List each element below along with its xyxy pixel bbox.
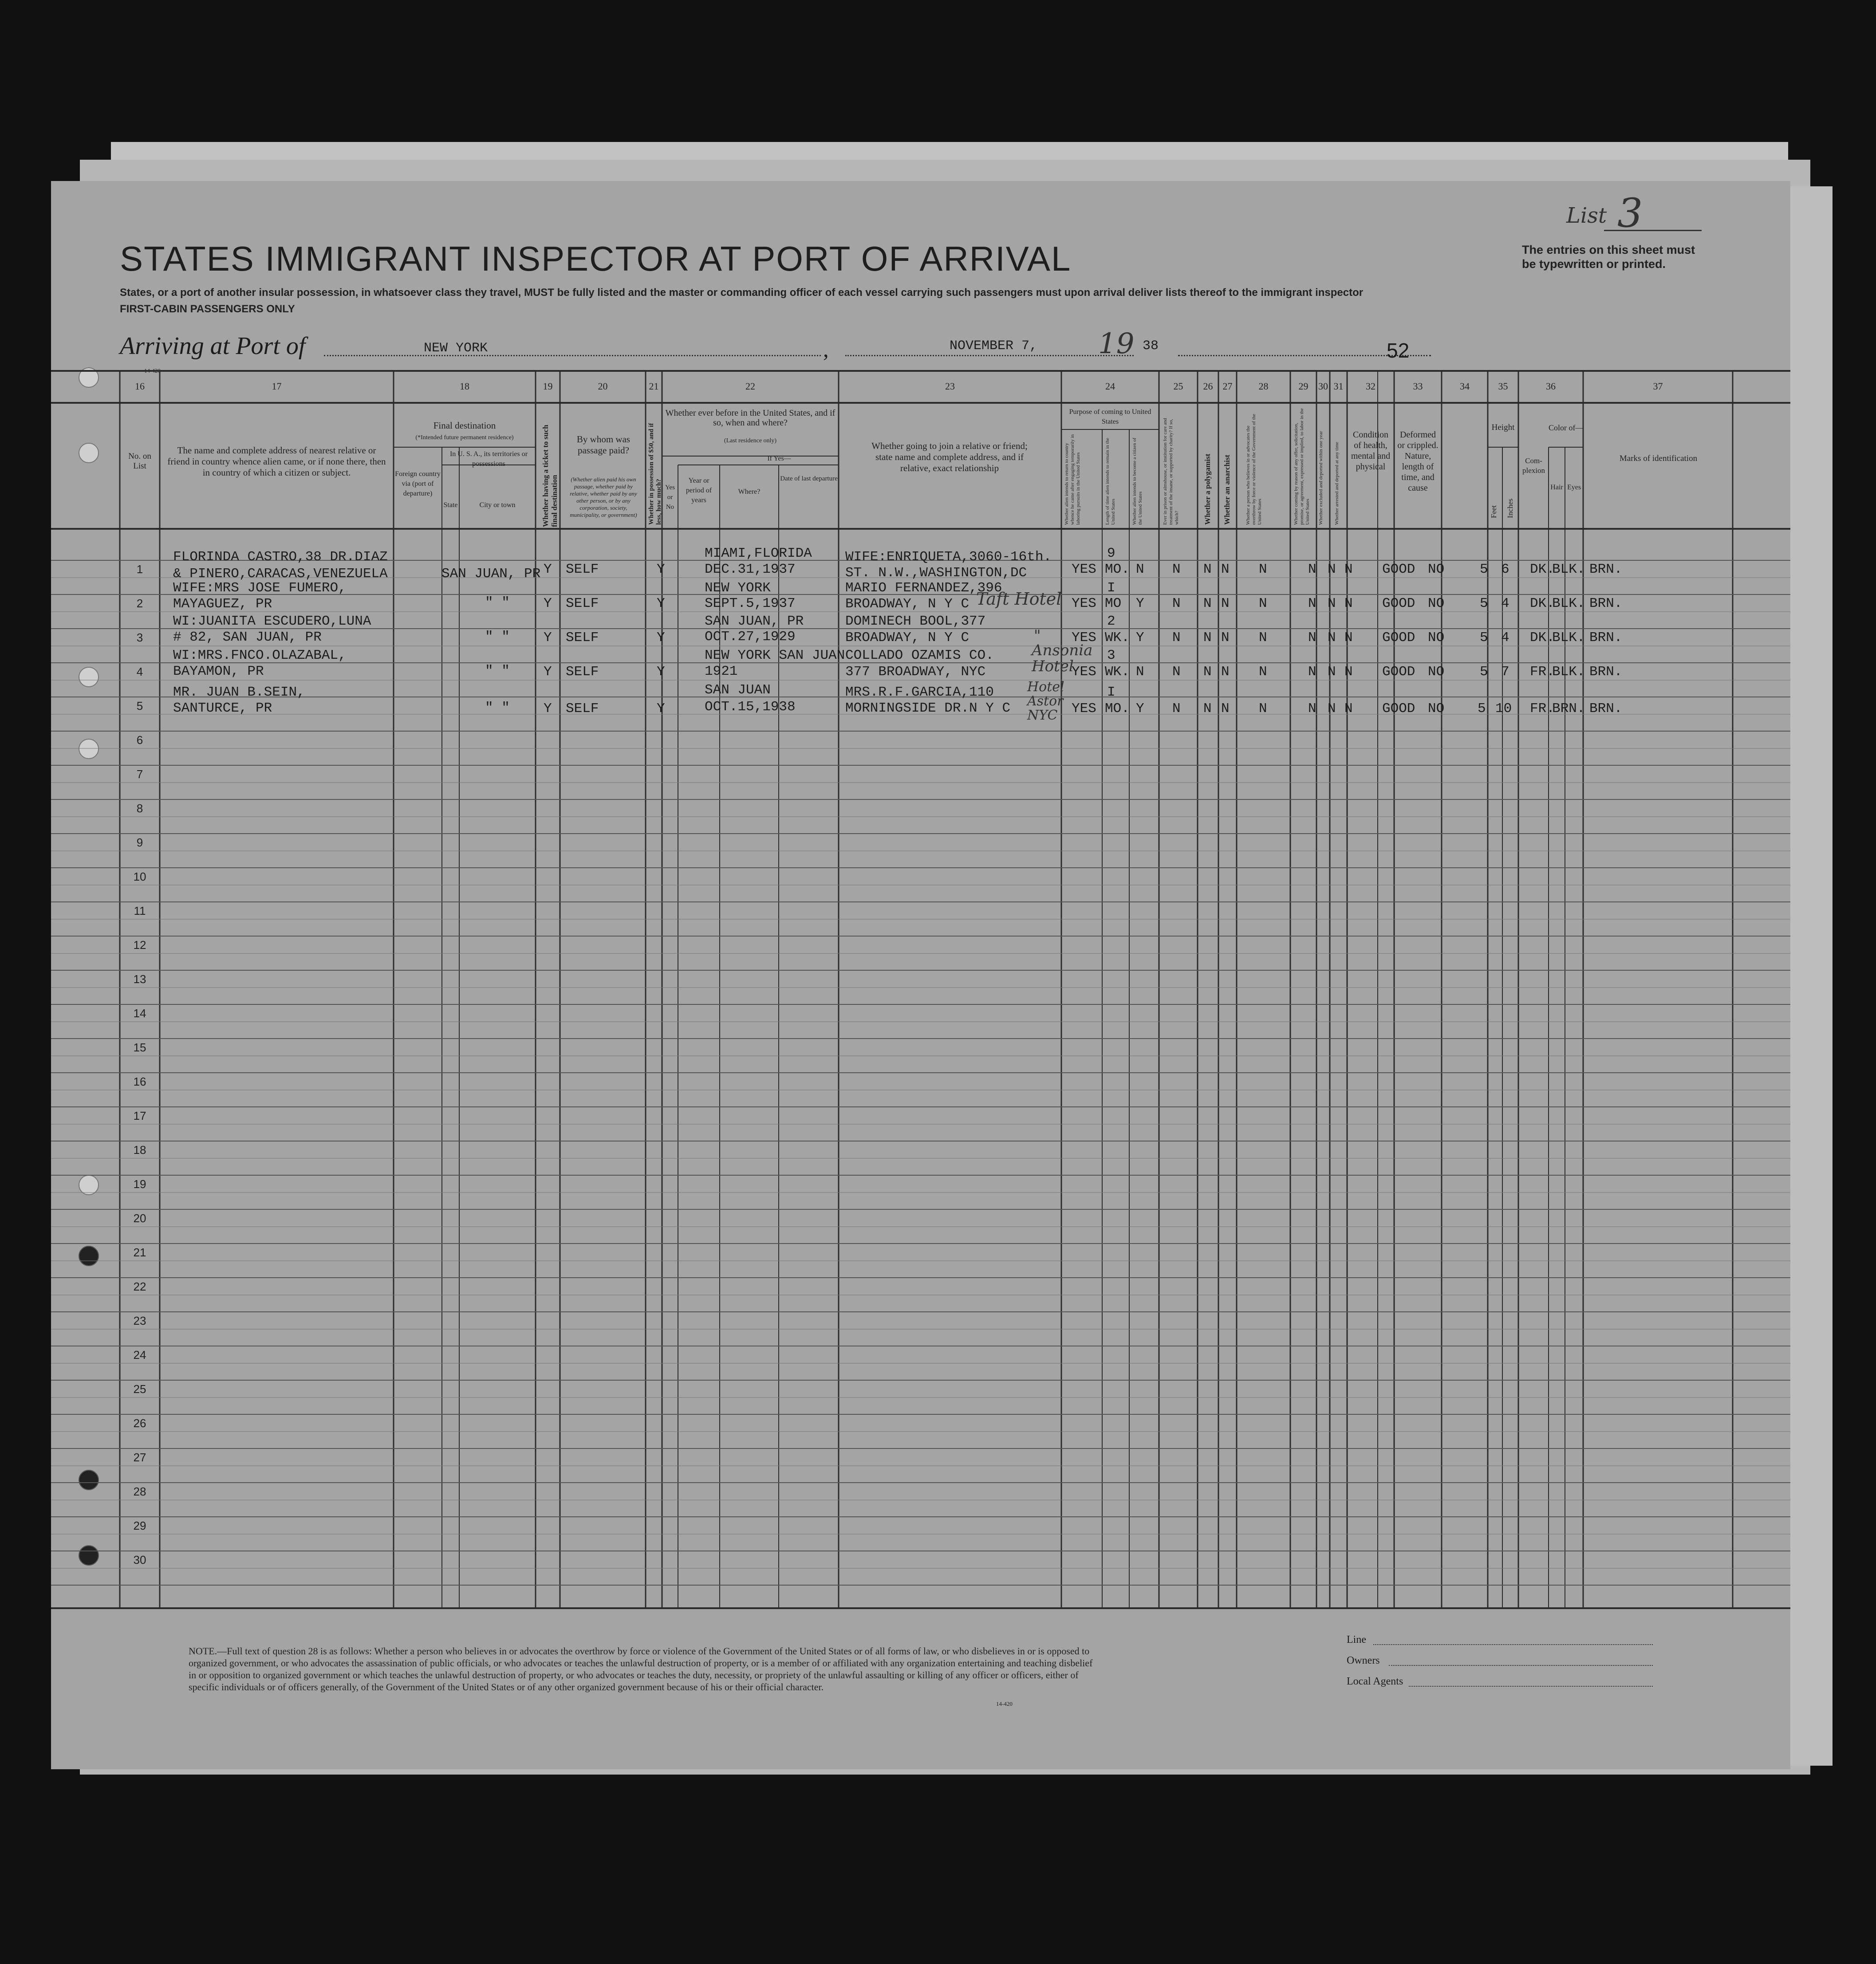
row-number: 6 [136, 733, 143, 747]
col-num-22: 22 [745, 381, 755, 392]
col-num-29: 29 [1298, 381, 1308, 392]
col-num-36: 36 [1546, 381, 1556, 392]
row1-join-line1: WIFE:ENRIQUETA,3060-16th. [845, 549, 1052, 565]
row2-money: Y [657, 596, 665, 611]
row5-deformed: NO [1428, 701, 1445, 716]
header-yes-or-no: Yes or No [665, 484, 675, 511]
row1-destination: SAN JUAN, PR [441, 566, 541, 582]
header-inches: Inches [1506, 498, 1514, 518]
row4-prison: N [1172, 664, 1181, 680]
header-if-yes: If Yes— [767, 455, 791, 462]
col-num-27: 27 [1222, 381, 1233, 392]
row4-q30: N [1328, 664, 1336, 680]
row5-hair: BRN. [1552, 701, 1585, 716]
row5-q31: N [1344, 701, 1353, 716]
row2-purpose: YES [1072, 596, 1096, 611]
row2-health: GOOD [1382, 596, 1415, 611]
row3-q31: N [1344, 630, 1353, 645]
row3-deformed: NO [1428, 630, 1445, 645]
row3-feet: 5 [1480, 630, 1488, 645]
row4-citizen: N [1136, 664, 1144, 680]
col-num-16: 16 [135, 381, 145, 392]
row-number: 8 [136, 802, 143, 815]
row3-prison: N [1172, 630, 1181, 645]
header-passage-paid-note: (Whether alien paid his own passage, whether paid by relative, whether paid by any other person, or by any corporation, society, municipality, or government) [570, 476, 637, 518]
row-number: 14 [133, 1007, 146, 1020]
row2-q31: N [1344, 596, 1353, 611]
page-subtitle: States, or a port of another insular possession, in whatsoever class they travel, MUST be fully listed and the master or commanding officer of each vessel carrying such passengers must upon arrival deliver lists thereof to the immigrant inspector [120, 287, 1364, 299]
row4-year-line2: 1921 [705, 664, 738, 679]
owners-label: Owners [1347, 1655, 1380, 1666]
row5-anarchist: N [1221, 701, 1230, 716]
row-number: 23 [133, 1314, 146, 1327]
row4-join-line1: COLLADO OZAMIS CO. [845, 648, 994, 663]
row3-join-line1: DOMINECH BOOL,377 [845, 614, 986, 629]
row3-complexion: DK. [1530, 630, 1555, 645]
row3-length-1: 2 [1107, 614, 1115, 629]
header-final-destination-note: (*Intended future permanent residence) [415, 434, 514, 441]
row1-relative-line1: FLORINDA CASTRO,38 DR.DIAZ [173, 549, 388, 565]
row1-feet: 5 [1480, 562, 1488, 577]
header-state: State [443, 501, 458, 509]
row2-paid: SELF [566, 596, 599, 611]
instructions-right-1: The entries on this sheet must [1522, 243, 1695, 256]
row1-money: Y [657, 562, 665, 577]
row1-health: GOOD [1382, 562, 1415, 577]
col-num-33: 33 [1413, 381, 1423, 392]
row-number: 15 [133, 1041, 146, 1054]
row-number: 28 [133, 1485, 146, 1498]
row5-feet: 5 [1478, 701, 1486, 716]
row1-complexion: DK. [1530, 562, 1555, 577]
row3-year-line1: SAN JUAN, PR [705, 614, 804, 629]
row-number: 21 [133, 1246, 146, 1259]
row2-join-line1: MARIO FERNANDEZ,396 [845, 580, 1002, 596]
header-in-usa: In U. S. A., its territories or possessions [449, 450, 528, 468]
row2-feet: 5 [1480, 596, 1488, 611]
row4-polygamist: N [1203, 664, 1212, 680]
row4-relative-line2: BAYAMON, PR [173, 664, 264, 679]
row-number: 16 [133, 1075, 146, 1088]
row3-inches: 4 [1501, 630, 1509, 645]
row2-prison: N [1172, 596, 1181, 611]
row1-deformed: NO [1428, 562, 1445, 577]
agents-label: Local Agents [1347, 1676, 1403, 1687]
row1-purpose: YES [1072, 562, 1096, 577]
col-num-26: 26 [1203, 381, 1213, 392]
header-final-destination: Final destination [433, 420, 496, 431]
header-eyes: Eyes [1567, 484, 1581, 491]
col-num-24: 24 [1105, 381, 1115, 392]
row5-complexion: FR. [1530, 701, 1555, 716]
header-city: City or town [479, 501, 516, 509]
class-line: FIRST-CABIN PASSENGERS ONLY [120, 303, 295, 315]
row-number: 5 [136, 699, 143, 712]
row5-length-1: I [1107, 685, 1115, 700]
header-purpose: Purpose of coming to United States [1069, 408, 1151, 425]
row-number: 20 [133, 1212, 146, 1225]
table-grid [51, 181, 1790, 1769]
row-number: 7 [136, 767, 143, 781]
row4-q29: N [1308, 664, 1316, 680]
row3-paid: SELF [566, 630, 599, 645]
row-number: 11 [134, 904, 146, 917]
row4-handwritten-note: Ansonia Hotel [1032, 642, 1093, 675]
row3-q30: N [1328, 630, 1336, 645]
instructions-right-2: be typewritten or printed. [1522, 257, 1666, 271]
header-purpose-length: Length of time alien intends to remain in the United States [1105, 437, 1116, 525]
row5-q28: N [1259, 701, 1267, 716]
col-num-18: 18 [460, 381, 469, 392]
col-num-30: 30 [1318, 381, 1328, 392]
row5-q29: N [1308, 701, 1316, 716]
row-number: 24 [133, 1348, 146, 1362]
header-relative: The name and complete address of nearest relative or friend in country whence alien came, or if none there, then in country of which a citizen or subject. [167, 445, 386, 478]
row2-hair: BLK. [1552, 596, 1585, 611]
row5-length-2: MO. [1105, 701, 1130, 716]
row2-relative-line1: WIFE:MRS JOSE FUMERO, [173, 580, 347, 596]
row3-q28: N [1259, 630, 1267, 645]
header-year: Year or period of years [686, 477, 712, 504]
header-arrested: Whether arrested and deported at any time [1334, 442, 1340, 525]
header-no-on-list: No. on List [128, 452, 151, 471]
row5-inches: 10 [1495, 701, 1512, 716]
row-number: 26 [133, 1417, 146, 1430]
header-date-departure: Date of last departure [780, 475, 838, 482]
owners-field [1389, 1665, 1653, 1666]
row-number: 1 [136, 563, 143, 576]
row2-year-line1: NEW YORK [705, 580, 771, 596]
row-number: 18 [133, 1143, 146, 1157]
col-num-32: 32 [1366, 381, 1375, 392]
col-num-28: 28 [1258, 381, 1269, 392]
row5-paid: SELF [566, 701, 599, 716]
row2-q30: N [1328, 596, 1336, 611]
row3-year-line2: OCT.27,1929 [705, 629, 796, 645]
row5-handwritten-note: Hotel Astor NYC [1027, 679, 1064, 723]
row-number: 13 [133, 972, 146, 986]
header-overthrow: Whether a person who believes in or advocates the overthrow by force or violence of the Government of the United States [1245, 413, 1262, 525]
row4-feet: 5 [1480, 664, 1488, 680]
row2-relative-line2: MAYAGUEZ, PR [173, 596, 272, 612]
header-color-of: Color of— [1549, 423, 1584, 432]
row4-anarchist: N [1221, 664, 1230, 680]
row2-anarchist: N [1221, 596, 1230, 611]
row-number: 22 [133, 1280, 146, 1293]
row3-money: Y [657, 630, 665, 645]
row5-citizen: Y [1136, 701, 1144, 716]
header-passage-paid: By whom was passage paid? [576, 434, 631, 456]
header-anarchist: Whether an anarchist [1223, 454, 1231, 525]
date-value: NOVEMBER 7, [950, 338, 1038, 354]
row3-join-line2: BROADWAY, N Y C [845, 630, 970, 645]
row1-q30: N [1328, 562, 1336, 577]
header-before-in-us: Whether ever before in the United States, and if so, when and where? [665, 408, 836, 428]
row4-length-1: 3 [1107, 648, 1115, 663]
stamp-number: 52 [1387, 339, 1410, 362]
row4-paid: SELF [566, 664, 599, 680]
row4-q28: N [1259, 664, 1267, 680]
row3-polygamist: N [1203, 630, 1212, 645]
row-number: 30 [133, 1553, 146, 1566]
row3-ticket: Y [544, 630, 552, 645]
header-prison: Ever in prison or almshouse, or institution for care and treatment of the insane, or supported by charity? If so, which? [1163, 418, 1179, 525]
row1-paid: SELF [566, 562, 599, 577]
row4-q31: N [1344, 664, 1353, 680]
header-ticket: Whether having a ticket to such final destination [541, 425, 559, 527]
row-number: 19 [133, 1177, 146, 1191]
row4-purpose: YES [1072, 664, 1096, 680]
row3-purpose: YES [1072, 630, 1096, 645]
row5-relative-line2: SANTURCE, PR [173, 701, 272, 716]
row5-prison: N [1172, 701, 1181, 716]
line-field [1373, 1644, 1653, 1645]
row1-hair: BLK. [1552, 562, 1585, 577]
row5-health: GOOD [1382, 701, 1415, 716]
header-foreign-country: Foreign country via (port of departure) [395, 470, 441, 497]
header-excluded: Whether excluded and deported within one year [1318, 431, 1324, 525]
row4-length-2: WK. [1105, 664, 1130, 680]
row-number: 10 [133, 870, 146, 883]
header-purpose-citizen: Whether alien intends to become a citizen of the United States [1132, 437, 1143, 525]
line-label: Line [1347, 1634, 1366, 1645]
row1-eyes: BRN. [1589, 562, 1623, 577]
col-num-25: 25 [1173, 381, 1183, 392]
form-number-top: 14-420 [144, 367, 161, 374]
row5-destination: " " [485, 700, 510, 716]
row2-length-1: I [1107, 580, 1115, 596]
page-title: STATES IMMIGRANT INSPECTOR AT PORT OF ARRIVAL [120, 239, 1072, 278]
row5-money: Y [657, 701, 665, 716]
col-num-17: 17 [272, 381, 282, 392]
row2-deformed: NO [1428, 596, 1445, 611]
row2-polygamist: N [1203, 596, 1212, 611]
row-number: 9 [136, 836, 143, 849]
row2-q29: N [1308, 596, 1316, 611]
row1-length-1: 9 [1107, 546, 1115, 561]
header-money: Whether in possession of $50, and if less, how much? [648, 423, 662, 525]
agents-field [1409, 1686, 1653, 1687]
comma: , [823, 337, 829, 362]
row4-money: Y [657, 664, 665, 680]
row4-ticket: Y [544, 664, 552, 680]
row5-polygamist: N [1203, 701, 1212, 716]
row3-anarchist: N [1221, 630, 1230, 645]
row4-year-line1: NEW YORK SAN JUAN [705, 648, 845, 663]
row3-hair: BLK. [1552, 630, 1585, 645]
header-join-relative: Whether going to join a relative or friend; state name and complete address, and if relative, exact relationship [871, 441, 1028, 473]
row5-join-line2: MORNINGSIDE DR.N Y C [845, 701, 1011, 716]
list-label: List [1566, 203, 1607, 228]
header-feet: Feet [1490, 505, 1498, 518]
col-num-19: 19 [543, 381, 553, 392]
header-hair: Hair [1550, 484, 1563, 491]
header-height: Height [1491, 423, 1515, 432]
row2-handwritten-note: Taft Hotel [976, 589, 1062, 609]
row4-inches: 7 [1501, 664, 1509, 680]
list-number: 3 [1617, 190, 1643, 236]
row3-health: GOOD [1382, 630, 1415, 645]
row5-q30: N [1328, 701, 1336, 716]
header-purpose-return: Whether alien intends to return to country whence he came after engaging temporarily in laboring pursuits in the United States [1064, 434, 1081, 525]
row1-polygamist: N [1203, 562, 1212, 577]
col-num-35: 35 [1498, 381, 1508, 392]
row-number: 17 [133, 1109, 146, 1122]
header-where: Where? [738, 488, 761, 496]
row5-year-line1: SAN JUAN [705, 682, 771, 698]
row5-eyes: BRN. [1589, 701, 1623, 716]
row1-q28: N [1259, 562, 1267, 577]
row1-ticket: Y [544, 562, 552, 577]
row2-join-line2: BROADWAY, N Y C [845, 596, 970, 612]
row1-relative-line2: & PINERO,CARACAS,VENEZUELA [173, 566, 388, 582]
header-marks: Marks of identification [1619, 454, 1698, 463]
row5-ticket: Y [544, 701, 552, 716]
row3-length-2: WK. [1105, 630, 1130, 645]
row4-destination: " " [485, 663, 510, 679]
row1-join-line2: ST. N.W.,WASHINGTON,DC [845, 565, 1027, 581]
arriving-label: Arriving at Port of [120, 332, 306, 360]
row5-relative-line1: MR. JUAN B.SEIN, [173, 685, 305, 700]
row5-join-line1: MRS.R.F.GARCIA,110 [845, 685, 994, 700]
row2-inches: 4 [1501, 596, 1509, 611]
manifest-page [51, 181, 1790, 1769]
row-number: 4 [136, 665, 143, 678]
header-labor-offer: Whether coming by reason of any offer, solicitation, promise, or agreement, expressed or implied, to labor in the United States [1293, 408, 1310, 525]
col-num-20: 20 [598, 381, 608, 392]
row3-eyes: BRN. [1589, 630, 1623, 645]
row1-q31: N [1344, 562, 1353, 577]
header-health: Condition of health, mental and physical [1351, 430, 1391, 472]
row2-q28: N [1259, 596, 1267, 611]
row2-eyes: BRN. [1589, 596, 1623, 611]
row4-health: GOOD [1382, 664, 1415, 680]
row3-ditto-mark: " [1034, 627, 1041, 645]
col-num-31: 31 [1333, 381, 1344, 392]
question-28-note: NOTE.—Full text of question 28 is as follows: Whether a person who believes in or advocates the overthrow by force or violence of the Government of the United States or of all forms of law, or who disbelieves in or is opposed to organized government, or who advocates the assassination of public officials, or who advocates or teaches the unlawful destruction of property, or is a member of or affiliated with any organization entertaining and teaching disbelief in or opposition to organized government or which teaches the unlawful destruction of property, or who advocates or teaches the duty, necessity, or propriety of the unlawful assaulting or killing of any officer or officers, either of specific individuals or of officers generally, of the Government of the United States or of any other organized government because of his or their official character. [189, 1645, 1093, 1692]
row2-citizen: Y [1136, 596, 1144, 611]
row-number: 27 [133, 1451, 146, 1464]
header-complexion: Com- plexion [1522, 457, 1545, 475]
row1-year-line1: MIAMI,FLORIDA [705, 546, 812, 561]
form-number-bottom: 14-420 [996, 1700, 1013, 1707]
row4-complexion: FR. [1530, 664, 1555, 680]
row2-complexion: DK. [1530, 596, 1555, 611]
header-before-note: (Last residence only) [724, 437, 777, 444]
row2-year-line2: SEPT.5,1937 [705, 596, 796, 611]
row3-relative-line2: # 82, SAN JUAN, PR [173, 630, 322, 645]
row4-relative-line1: WI:MRS.FNCO.OLAZABAL, [173, 648, 347, 663]
row-number: 25 [133, 1382, 146, 1396]
row-number: 2 [136, 597, 143, 610]
row4-hair: BLK. [1552, 664, 1585, 680]
row1-anarchist: N [1221, 562, 1230, 577]
row2-length-2: MO [1105, 596, 1122, 611]
row1-length-2: MO. [1105, 562, 1130, 577]
row5-purpose: YES [1072, 701, 1096, 716]
row3-citizen: Y [1136, 630, 1144, 645]
row-number: 12 [133, 938, 146, 952]
row-number: 29 [133, 1519, 146, 1532]
row-number: 3 [136, 631, 143, 644]
col-num-23: 23 [945, 381, 955, 392]
row1-q29: N [1308, 562, 1316, 577]
col-num-34: 34 [1460, 381, 1470, 392]
row4-deformed: NO [1428, 664, 1445, 680]
row1-prison: N [1172, 562, 1181, 577]
row2-ticket: Y [544, 596, 552, 611]
row3-destination: " " [485, 629, 510, 645]
row1-inches: 6 [1501, 562, 1509, 577]
col-num-37: 37 [1653, 381, 1663, 392]
port-value: NEW YORK [424, 341, 488, 356]
col-num-21: 21 [649, 381, 659, 392]
row1-citizen: N [1136, 562, 1144, 577]
header-deformed: Deformed or crippled. Nature, length of time, and cause [1397, 430, 1439, 493]
row2-destination: " " [485, 595, 510, 610]
row4-eyes: BRN. [1589, 664, 1623, 680]
row5-year-line2: OCT.15,1938 [705, 699, 796, 715]
year-prefix: 19 [1098, 327, 1135, 360]
row4-join-line2: 377 BROADWAY, NYC [845, 664, 986, 680]
row3-relative-line1: WI:JUANITA ESCUDERO,LUNA [173, 614, 371, 629]
row1-year-line2: DEC.31,1937 [705, 562, 796, 577]
row3-q29: N [1308, 630, 1316, 645]
year-suffix: 38 [1143, 338, 1159, 354]
header-polygamist: Whether a polygamist [1203, 453, 1212, 525]
